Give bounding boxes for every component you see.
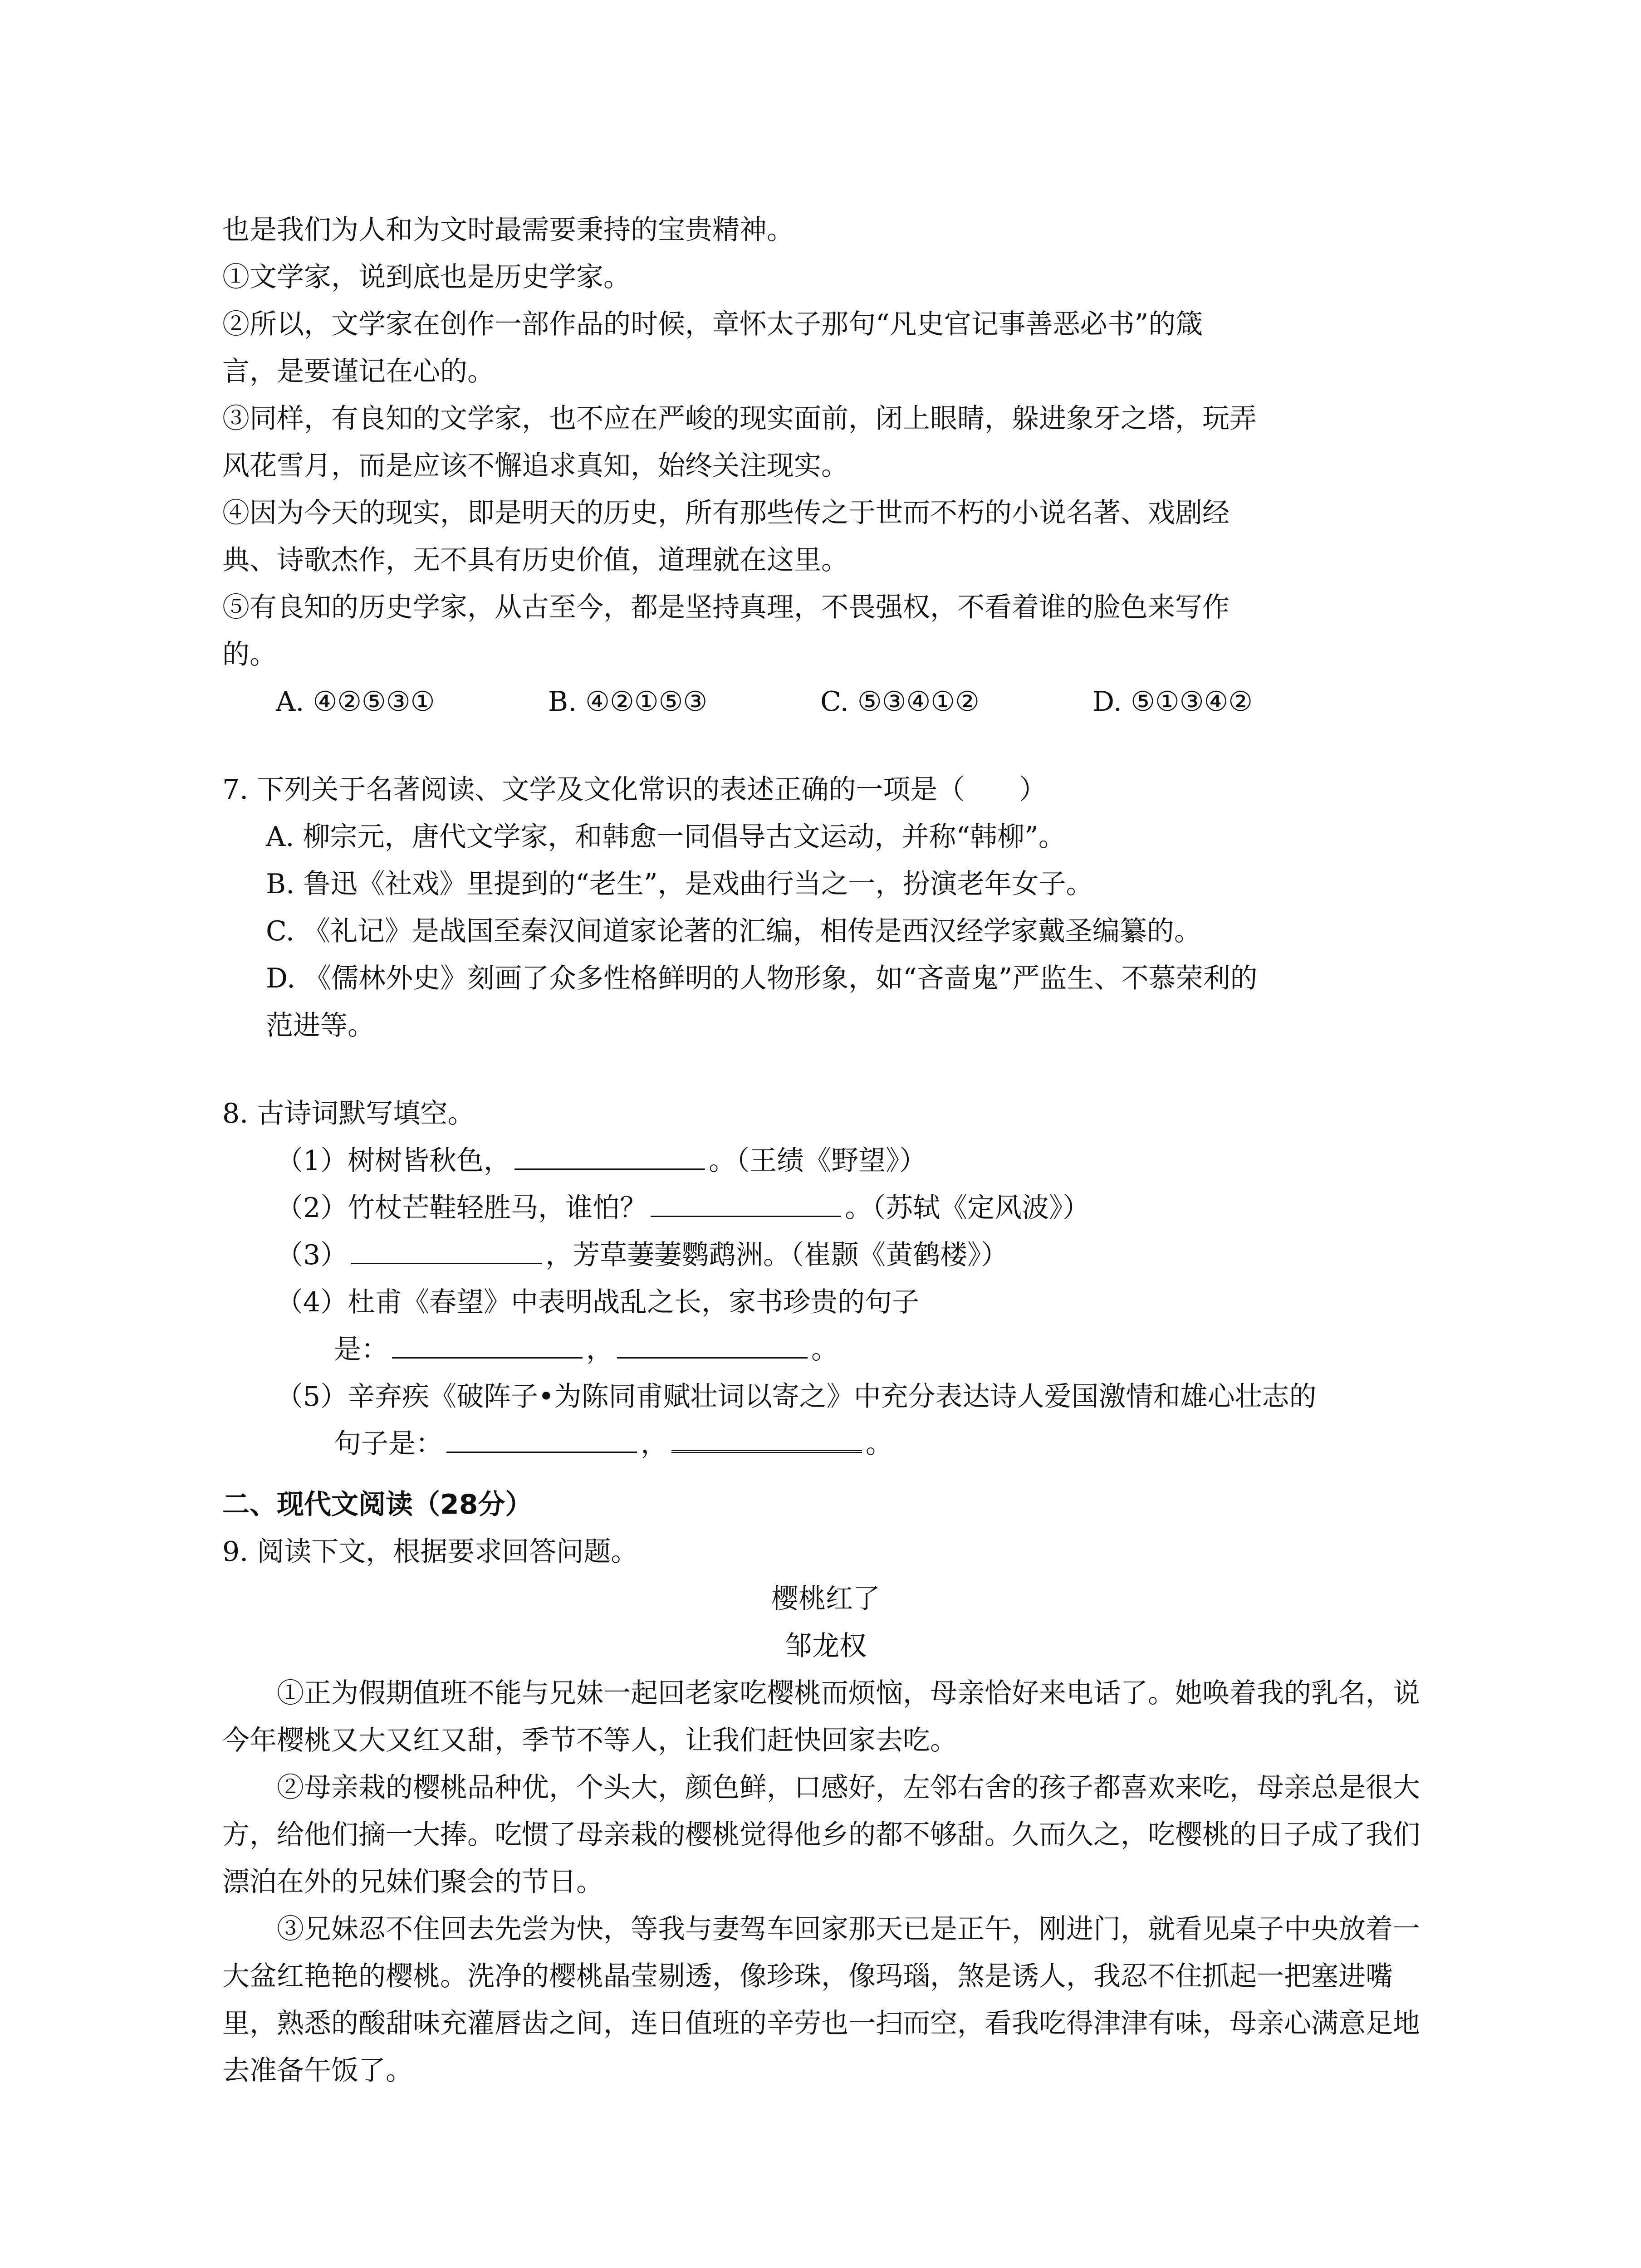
q6-option-b: B. ④②①⑤③ bbox=[548, 686, 708, 718]
q8-item-1-text: （1）树树皆秋色， bbox=[276, 1145, 511, 1177]
q8-item-5: （5）辛弃疾《破阵子•为陈同甫赋壮词以寄之》中充分表达诗人爱国激情和雄心壮志的 bbox=[276, 1381, 1317, 1413]
q8-item-5-answer bbox=[222, 1420, 1429, 1467]
q8-item-4: （4）杜甫《春望》中表明战乱之长，家书珍贵的句子 bbox=[276, 1286, 920, 1318]
answer-blank[interactable] bbox=[392, 1329, 583, 1359]
sentence-2: ②所以，文学家在创作一部作品的时候，章怀太子那句“凡史官记事善恶必书”的箴 bbox=[222, 308, 1203, 340]
q8-item-2 bbox=[222, 1184, 1429, 1232]
comma: ， bbox=[641, 1428, 668, 1460]
q7-option-d: D. 《儒林外史》刻画了众多性格鲜明的人物形象，如“吝啬鬼”严监生、不慕荣利的 bbox=[266, 963, 1258, 994]
q8-item-3-text: （3） bbox=[276, 1239, 348, 1271]
answer-blank[interactable] bbox=[351, 1235, 542, 1264]
sentence-5: ⑤有良知的历史学家，从古至今，都是坚持真理，不畏强权，不看着谁的脸色来写作 bbox=[222, 591, 1230, 623]
page-content bbox=[222, 206, 1429, 2094]
q8-item-1 bbox=[222, 1137, 1429, 1184]
section-2 bbox=[222, 1481, 1429, 2094]
question-7 bbox=[222, 766, 1429, 1049]
article-paragraph-3: ③兄妹忍不住回去先尝为快，等我与妻驾车回家那天已是正午，刚进门，就看见桌子中央放着一大盆红艳艳的樱桃。洗净的樱桃晶莹剔透，像珍珠，像玛瑙，煞是诱人，我忍不住抓起一把塞进嘴里，熟悉的酸甜味充灌唇齿之间，连日值班的辛劳也一扫而空，看我吃得津津有味，母亲心满意足地去准备午饭了。 bbox=[222, 1913, 1420, 2087]
q7-option-c: C. 《礼记》是战国至秦汉间道家论著的汇编，相传是西汉经学家戴圣编纂的。 bbox=[266, 915, 1201, 947]
q8-item-1-source: 。（王绩《野望》） bbox=[709, 1145, 927, 1177]
answer-blank[interactable] bbox=[671, 1422, 862, 1453]
article-paragraph-1: ①正为假期值班不能与兄妹一起回老家吃樱桃而烦恼，母亲恰好来电话了。她唤着我的乳名，说今年樱桃又大又红又甜，季节不等人，让我们赶快回家去吃。 bbox=[222, 1677, 1420, 1756]
q8-item-3 bbox=[222, 1232, 1429, 1279]
q8-stem: 8. 古诗词默写填空。 bbox=[222, 1098, 475, 1129]
q9-stem: 9. 阅读下文，根据要求回答问题。 bbox=[222, 1536, 638, 1568]
comma: ， bbox=[586, 1334, 613, 1365]
q8-item-5-prefix: 句子是： bbox=[334, 1428, 443, 1460]
article-title: 樱桃红了 bbox=[771, 1583, 880, 1615]
sentence-2-cont: 言，是要谨记在心的。 bbox=[222, 356, 495, 387]
q6-options bbox=[222, 678, 1429, 725]
sentence-4: ④因为今天的现实，即是明天的历史，所有那些传之于世而不朽的小说名著、戏剧经 bbox=[222, 497, 1230, 529]
answer-blank[interactable] bbox=[617, 1329, 808, 1359]
article-author: 邹龙权 bbox=[785, 1630, 867, 1662]
answer-blank[interactable] bbox=[651, 1188, 841, 1217]
article-paragraph-2: ②母亲栽的樱桃品种优，个头大，颜色鲜，口感好，左邻右舍的孩子都喜欢来吃，母亲总是很大方，给他们摘一大捧。吃惯了母亲栽的樱桃觉得他乡的都不够甜。久而久之，吃樱桃的日子成了我们漂泊在外的兄妹们聚会的节日。 bbox=[222, 1772, 1420, 1898]
q8-item-4-answer bbox=[222, 1326, 1429, 1373]
q7-option-a: A. 柳宗元，唐代文学家，和韩愈一同倡导古文运动，并称“韩柳”。 bbox=[266, 821, 1066, 853]
q6-option-d: D. ⑤①③④② bbox=[1092, 686, 1253, 718]
period: 。 bbox=[811, 1334, 838, 1365]
q6-option-c: C. ⑤③④①② bbox=[820, 686, 980, 718]
q6-option-a: A. ④②⑤③① bbox=[276, 686, 435, 718]
q8-item-2-source: 。（苏轼《定风波》） bbox=[845, 1192, 1090, 1224]
q8-item-4-prefix: 是： bbox=[334, 1334, 388, 1365]
q8-item-2-text: （2）竹杖芒鞋轻胜马，谁怕？ bbox=[276, 1192, 647, 1224]
section-heading: 二、现代文阅读（28分） bbox=[222, 1489, 533, 1520]
q7-stem: 7. 下列关于名著阅读、文学及文化常识的表述正确的一项是（ ） bbox=[222, 774, 1047, 806]
question-8 bbox=[222, 1090, 1429, 1467]
answer-blank[interactable] bbox=[446, 1423, 637, 1453]
q7-option-d-cont: 范进等。 bbox=[266, 1010, 375, 1041]
sentence-4-cont: 典、诗歌杰作，无不具有历史价值，道理就在这里。 bbox=[222, 544, 848, 576]
sentence-3: ③同样，有良知的文学家，也不应在严峻的现实面前，闭上眼睛，躲进象牙之塔，玩弄 bbox=[222, 403, 1257, 435]
text-line: 也是我们为人和为文时最需要秉持的宝贵精神。 bbox=[222, 214, 794, 246]
sentence-1: ①文学家，说到底也是历史学家。 bbox=[222, 261, 631, 293]
q6-sentence-list bbox=[222, 206, 1429, 678]
q7-option-b: B. 鲁迅《社戏》里提到的“老生”，是戏曲行当之一，扮演老年女子。 bbox=[266, 868, 1093, 900]
sentence-3-cont: 风花雪月，而是应该不懈追求真知，始终关注现实。 bbox=[222, 450, 848, 482]
sentence-5-cont: 的。 bbox=[222, 639, 277, 670]
answer-blank[interactable] bbox=[514, 1140, 705, 1170]
q8-item-3-source: ，芳草萋萋鹦鹉洲。（崔颢《黄鹤楼》） bbox=[545, 1239, 1009, 1271]
period: 。 bbox=[866, 1428, 893, 1460]
